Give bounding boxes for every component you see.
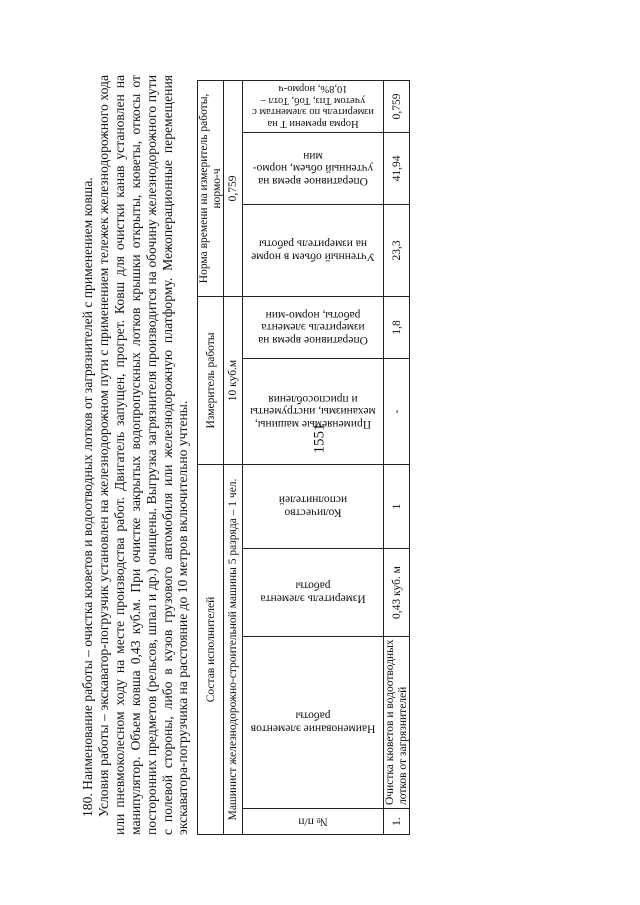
col-header-name: Наименование элементов работы [243, 637, 384, 809]
work-title: 180. Наименование работы – очистка кюветов и водоотводных лотков от загрязнителей с применением ковша. [80, 177, 95, 817]
col-header-op-time: Оперативное время на измеритель элемента работы, нормо-мин [243, 296, 384, 358]
page-number: 1551 [311, 423, 328, 454]
work-description [80, 75, 191, 835]
composition-header: Состав исполнителей [198, 464, 224, 834]
norm-header: Норма времени на измеритель работы, нормо-ч [198, 80, 224, 296]
rotated-content [80, 75, 570, 835]
cell-executors: 1 [384, 464, 410, 548]
cell-machines: - [384, 358, 410, 464]
work-conditions: Условия работы – экскаватор-погрузчик установлен на железнодорожном пути с применением тележек железнодорожного хода или пневмоколесном ходу на месте производства работ. Двигатель запущен, прогрет. Ковш для очистки канав установлен на манипулятор. Объем ковша 0,43 куб.м. При очистке закрытых водопропускных лотков крышки открыты, кюветы, откосы от посторонних предметов (рельсов, шпал и др.) очищены. Выгрузка загрязнителя производится на обочину железнодорожного пути с полевой стороны, либо в кузов грузового автомобиля или железнодорожную платформу. Межоперационные перемещения экскаватора-погрузчика на расстояние до 10 метров включительно учтены. [95, 75, 191, 835]
cell-norm-time: 0,759 [384, 80, 410, 132]
norm-table [197, 80, 410, 835]
table-row [384, 80, 410, 834]
norm-value: 0,759 [224, 80, 243, 296]
cell-name: Очистка кюветов и водоотводных лотков от загрязнителей [384, 637, 410, 809]
col-header-executors: Количество исполнителей [243, 464, 384, 548]
cell-volume: 23,3 [384, 204, 410, 296]
col-header-volume: Учтенный объем в норме на измеритель работы [243, 204, 384, 296]
col-header-machines: Применяемые машины, механизмы, инструменты и приспособления [243, 358, 384, 464]
col-header-element-measurer: Измеритель элемента работы [243, 549, 384, 637]
cell-op-time: 1,8 [384, 296, 410, 358]
cell-element-measurer: 0,43 куб. м [384, 549, 410, 637]
measurer-value: 10 куб.м [224, 296, 243, 464]
col-header-op-time-volume: Оперативное время на учтенный объем, нормо-мин [243, 132, 384, 204]
col-header-num: № п/п [243, 809, 384, 835]
cell-num: 1. [384, 809, 410, 835]
cell-op-time-volume: 41,94 [384, 132, 410, 204]
composition-value: Машинист железнодорожно-строительной машины 5 разряда – 1 чел. [224, 464, 243, 834]
col-header-norm-time: Норма времени Т на измеритель по элементам с учетом Тпз, Тоб, Тотл – 10,8%, нормо-ч [243, 80, 384, 132]
measurer-header: Измеритель работы [198, 296, 224, 464]
